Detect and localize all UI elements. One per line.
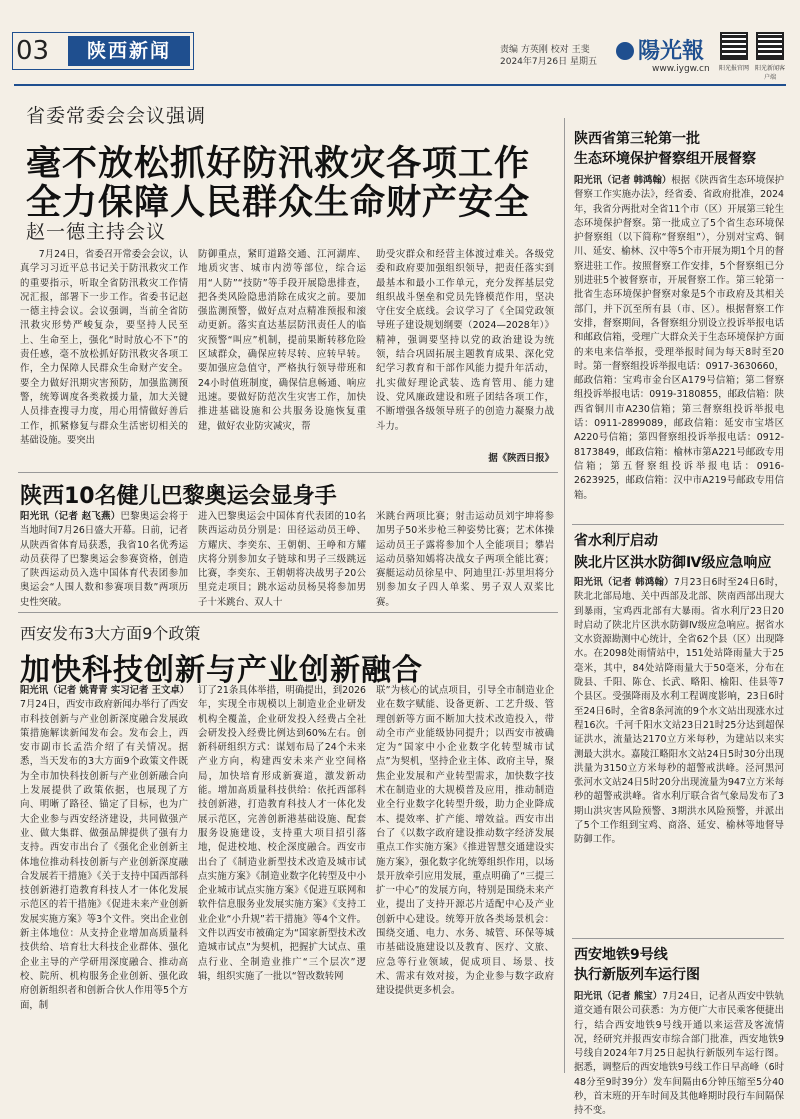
right3-byline: 阳光讯（记者 熊宝） bbox=[574, 991, 663, 1002]
column-divider bbox=[564, 118, 565, 1073]
qr-code-icon bbox=[756, 32, 784, 60]
article3-col2: 订了21条具体举措，明确提出，到2026年，实现全市规模以上制造业企业研发机构全覆盖，企业研发投入经费占全社会研发投入经费比例达到60%左右。创新科研组织方式：谋划布局了24个未来产业方向，构建西安未来产业空间格局，加快培育形成新赛道，激发新动能。增加高质量科技供给：依托西部科技创新港，打造教育科技人才一体化发展示范区，完善创新港基础设施、配套服务设施建设，支持重大项目招引落地，促进校地、校企深度融合。西安市出台了《制造业新型技术改造及城市试点实施方案》《制造业数字化转型及中小企业城市试点实施方案》《促进互联网和软件信息服务业发展实施方案》《支持工业企业“小升规”若干措施》等4个文件。文件以西安市被确定为“国家新型技术改造城市试点”为契机，把握扩大试点、重点行业、全制造业推广“三个层次”逻辑，组织实施了一批以“智改数转网 bbox=[198, 685, 366, 982]
divider bbox=[18, 472, 558, 473]
divider bbox=[572, 938, 784, 939]
article1-source: 据《陕西日报》 bbox=[488, 453, 554, 464]
header-rule bbox=[14, 84, 786, 86]
right1-body: 阳光讯（记者 韩鸿翰）根据《陕西省生态环境保护督察工作实施办法》，经省委、省政府批准，2024年，我省分两批对全省11个市（区）开展第三轮生态环境保护督察。第一批成立了5个省生态环境保护督察组（以下简称“督察组”），分别对宝鸡、铜川、延安、榆林、汉中等5个市开展为期1个月的督察进驻工作。按照督察工作安排，5个督察组已分别进驻5个被督察市，开展督察工作。第三轮第一批省生态环境保护督察对象是5个市政府及其相关部门，并下沉至所有县（市、区）。根据督察工作安排，督察期间，各督察组分别设立投诉举报电话和邮政信箱，受理广大群众关于生态环境保护方面的来电来信举报，受理举报时间为每天8时至20时。第一督察组投诉举报电话：0917-3630660，邮政信箱：宝鸡市金台区A179号信箱；第二督察组投诉举报电话：0919-3180855，邮政信箱：陕西省铜川市A230信箱；第三督察组投诉举报电话：0911-2899089，邮政信箱：延安市宝塔区A220号信箱；第四督察组投诉举报电话：0912-8173849，邮政信箱：榆林市第A221号邮政专用信箱；第五督察组投诉举报电话：0916-2623925，邮政信箱：汉中市A219号邮政专用信箱。 bbox=[574, 175, 784, 501]
date-line: 2024年7月26日 星期五 bbox=[500, 57, 597, 67]
article2-title: 陕西10名健儿巴黎奥运会显身手 bbox=[20, 484, 337, 509]
editor-info bbox=[500, 44, 620, 68]
article3-col1: 阳光讯（记者 姚青青 实习记者 王文卓）7月24日，西安市政府新闻办举行了西安市科技创新与产业创新深度融合发展政策措施解读新闻发布会。发布会上，西安市副市长孟浩介绍了有关情况。据悉，当天发布的3大方面9个政策文件既为全市加快科技创新与产业创新融合向上发展提供了政策依据，也展现了方向、明晰了路径、锚定了目标，也为广大企业参与西安经济建设，共同做强产业、做大集群、做强品牌提供了强有力支持。西安市出台了《强化企业创新主体地位推动科技创新与产业创新深度融合发展若干措施》《关于支持中国西部科技创新港打造教育科技人才一体化发展示范区的若干措施》《促进未来产业创新发展实施方案》等3个文件。突出企业创新主体地位：从支持企业增加高质量科技供给、培育壮大科技企业群体、强化企业主导的产学研用深度融合、推动高校、院所、机构服务企业创新、强化政府创新组织者和创新合伙人作用等5个方面，制 bbox=[20, 685, 190, 1011]
page-header bbox=[0, 0, 800, 86]
page-number: 03 bbox=[16, 36, 50, 66]
qr-label: 阳光新闻客户端 bbox=[754, 65, 785, 81]
right2-body: 阳光讯（记者 韩鸿翰）7月23日6时至24日6时，陕北北部局地、关中西部及北部、陕南西部出现大到暴雨，宝鸡西北部有大暴雨。省水利厅23日20时启动了陕北片区洪水防御Ⅳ级应急响应。据省水文水资源勘测中心统计，全省62个县（区）出现降水。在2098处雨情站中，151处站降雨量大于25毫米，其中，84处站降雨量大于50毫米，分布在陇县、千阳、陈仓、长武、略阳、榆阳、佳县等7个县区。受强降雨及水利工程调度影响，23日6时至24日6时，全省8条河流的9个水文站出现涨水过程16次。千河千阳水文站23日21时25分达到超保证洪水，流量达2170立方米每秒，为建站以来实测最大洪水。嘉陵江略阳水文站24日5时30分出现洪量为3150立方米每秒的超警戒洪峰。泾河黑河张河水文站24日5时20分出现流量为947立方米每秒的超警戒洪峰。省水利厅联合省气象局发布了3期山洪灾害风险预警、3期洪水风险预警，并派出了5个工作组到宝鸡、商洛、延安、榆林等地督导防御工作。 bbox=[574, 577, 784, 846]
divider bbox=[18, 612, 558, 613]
right3-title-line2: 执行新版列车运行图 bbox=[574, 967, 700, 983]
article2-col3: 米跳台两项比赛；射击运动员刘宇坤将参加男子50米步枪三种姿势比赛；艺术体操运动员王子露将参加个人全能项目；攀岩运动员骆知嫣将决战女子两项全能比赛；赛艇运动员徐星中、阿迪里江·苏里坦将分别参加女子四人单桨、男子双人双桨比赛。 bbox=[376, 511, 554, 608]
right1-title-line1: 陕西省第三轮第一批 bbox=[574, 131, 700, 147]
article1-title-line1: 毫不放松抓好防汛救灾各项工作 bbox=[26, 144, 531, 184]
right2-title-line2: 陕北片区洪水防御Ⅳ级应急响应 bbox=[574, 555, 772, 571]
article1-title-line2: 全力保障人民群众生命财产安全 bbox=[26, 183, 531, 223]
article1-kicker: 省委常委会会议强调 bbox=[26, 105, 207, 127]
editor-line: 责编 方英刚 校对 王斐 bbox=[500, 45, 590, 55]
newspaper-logo: 陽光報 bbox=[616, 34, 704, 65]
article1-col1: 7月24日，省委召开常委会会议，认真学习习近平总书记关于防汛救灾工作的重要指示，听取全省防汛救灾工作情况汇报，部署下一步工作。省委书记赵一德主持会议。会议强调，当前全省防汛救灾形势严峻复杂，要坚持人民至上、生命至上，强化“时时放心不下”的责任感，毫不放松抓好防汛救灾各项工作，全力保障人民群众生命财产安全。要全力做好汛期灾害预防，加强监测预警，统筹调度各类救援力量，加大关键人员排查搜寻力度，用心用情做好善后工作，抓紧修复与群众生活密切相关的基础设施。要突出 bbox=[20, 249, 188, 446]
divider bbox=[572, 524, 784, 525]
qr-code-icon bbox=[720, 32, 748, 60]
right2-title-line1: 省水利厅启动 bbox=[574, 533, 658, 549]
article2-col1: 阳光讯（记者 赵飞燕）巴黎奥运会将于当地时间7月26日盛大开幕。日前，记者从陕西省体育局获悉，我省10名优秀运动员获得了巴黎奥运会参赛资格，创造了陕西运动员入选中国体育代表团参加奥运会“人围人数和参赛项目数”两项历史性突破。 bbox=[20, 511, 188, 608]
qr-label: 阳光报官网 bbox=[718, 65, 749, 72]
right3-body: 阳光讯（记者 熊宝）7月24日，记者从西安中铁轨道交通有限公司获悉：为方便广大市民乘客便捷出行，结合西安地铁9号线开通以来运营及客流情况，经研究并报西安市综合部门批准，西安地铁9号线自2024年7月25日起执行新版列车运行图。据悉，调整后的西安地铁9号线工作日早高峰（6时48分至9时39分）发车间隔由6分钟压缩至5分40秒，首末班的开车时间及其他峰期时段行车间隔保持不变。 bbox=[574, 991, 784, 1117]
article1-subtitle: 赵一德主持会议 bbox=[26, 221, 167, 243]
right1-title-line2: 生态环境保护督察组开展督察 bbox=[574, 151, 756, 167]
article3-byline: 阳光讯（记者 姚青青 实习记者 王文卓） bbox=[20, 685, 190, 696]
website-url[interactable]: www.iygw.cn bbox=[652, 64, 710, 74]
logo-sun-icon bbox=[616, 42, 634, 60]
article1-col3: 助受灾群众和经营主体渡过难关。各级党委和政府要加强组织领导，把责任落实到最基本和最小工作单元，充分发挥基层党组织战斗堡垒和党员先锋模范作用，坚决守住安全底线。会议学习了《全国党政领导班子建设规划纲要（2024—2028年）》精神，强调要坚持以党的政治建设为统领，结合巩固拓展主题教育成果、深化党纪学习教育和干部作风能力提升年活动，扎实做好理论武装、选育管用、能力建设、党风廉政建设和班子团结各项工作，不断增强各级领导班子的创造力凝聚力战斗力。 bbox=[376, 249, 554, 432]
article3-col3: 联”为核心的试点项目，引导全市制造业企业在数字赋能、设备更新、工艺升级、管理创新等方面不断加大技术改造投入，带动全市产业能级协同提升；以西安市被确定为“国家中小企业数字化转型城市试点”为契机，坚持企业主体、政府主导，聚焦企业发展和产业转型需求，加快数字技术在制造业的大规模普及应用，推动制造业全行业数字化转型升级，助力企业降成本、提效率、扩产能、增效益。西安市出台了《以数字政府建设推动数字经济发展重点工作实施方案》《推进智慧交通建设实施方案》，强化数字化统筹组织作用，以场景开放牵引应用发展，重点明确了“三提三扩一中心”的发展方向，特别是围绕未来产业，提出了支持开源芯片适配中心及产业创新中心建设。统筹开放各类场景机会：围绕交通、电力、水务、城管、环保等城市基础设施建设以及教育、医疗、文旅、应急等行业领域，促成项目、场景、技术、需求有效对接，为企业参与数字政府建设提供更多机会。 bbox=[376, 685, 554, 997]
right1-byline: 阳光讯（记者 韩鸿翰） bbox=[574, 175, 672, 186]
section-name: 陕西新闻 bbox=[68, 36, 190, 66]
article3-kicker: 西安发布3大方面9个政策 bbox=[20, 624, 201, 643]
article2-col2: 进入巴黎奥运会中国体育代表团的10名陕西运动员分别是：田径运动员王峥、方耀庆、李奕东、王朝朝、王峥和方耀庆将分别参加女子链球和男子三级跳远比赛，李奕东、王朝朝将决战男子20公里竞走项目；跳水运动员杨昊将参加男子十米跳台、双人十 bbox=[198, 511, 366, 608]
article1-col2: 防御重点，紧盯道路交通、江河湖库、地质灾害、城市内涝等部位，综合运用“人防”“技防”等手段开展隐患排查，把各类风险隐患消除在成灾之前。要加强监测预警，做好点对点精准预报和滚动更新。落实直达基层防汛责任人的临灾预警“叫应”机制，提前果断转移危险区域群众，确保应转尽转、应转早转。要加强应急值守，严格执行领导带班和24小时值班制度，确保信息畅通、响应迅速。要做好防范次生灾害工作，加快推进基础设施和公共服务设施恢复重建，做好农业防灾减灾，帮 bbox=[198, 249, 366, 432]
right2-byline: 阳光讯（记者 韩鸿翰） bbox=[574, 577, 674, 588]
article2-byline: 阳光讯（记者 赵飞燕） bbox=[20, 511, 121, 522]
article3-title: 加快科技创新与产业创新融合 bbox=[20, 653, 423, 688]
right3-title-line1: 西安地铁9号线 bbox=[574, 947, 668, 963]
